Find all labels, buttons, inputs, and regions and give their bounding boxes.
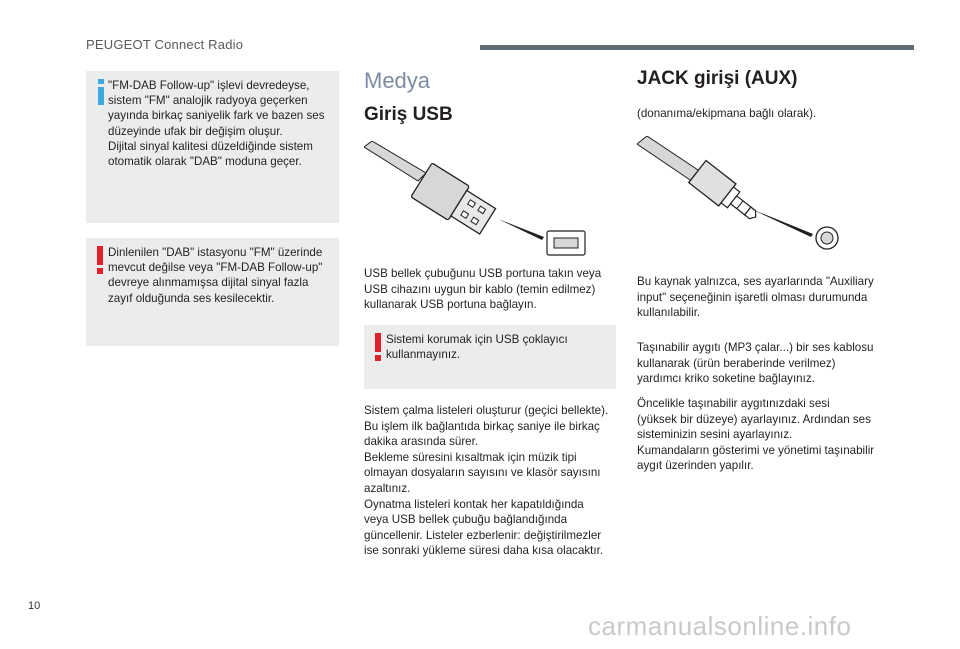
usb-plug-illustration xyxy=(364,141,590,257)
text-line: Öncelikle taşınabilir aygıtınızdaki sesi xyxy=(637,397,830,410)
text-line: Bu kaynak yalnızca, ses ayarlarında "Auxiliary xyxy=(637,275,874,288)
text-line: güncellenir. Listeler ezberlenir: değiştirilmezler xyxy=(364,528,602,542)
text-line: kullanarak USB portuna bağlayın. xyxy=(364,298,537,312)
header-bar xyxy=(480,45,914,50)
page-number: 10 xyxy=(28,600,41,612)
jack-heading: JACK girişi (AUX) xyxy=(637,68,798,89)
text-line: yayında birkaç saniyelik fark ve bazen ses xyxy=(108,109,325,123)
text-line: Dijital sinyal kalitesi düzeldiğinde sistem xyxy=(108,139,313,153)
running-header: PEUGEOT Connect Radio xyxy=(86,37,244,52)
text-line: dakika arasında sürer. xyxy=(364,435,479,449)
text-line: mevcut değilse veya "FM-DAB Follow-up" xyxy=(108,261,323,275)
text-line: Sistem çalma listeleri oluşturur (geçici bellekte). xyxy=(364,404,609,417)
text-line: Oynatma listeleri kontak her kapatıldığında xyxy=(364,497,584,511)
text-line: "FM-DAB Follow-up" işlevi devredeyse, xyxy=(108,79,310,92)
text-line: devreye alınmamışsa dijital sinyal fazla xyxy=(108,276,309,290)
text-line: sisteminizin sesini ayarlayınız. xyxy=(637,428,793,442)
text-line: otomatik olarak "DAB" moduna geçer. xyxy=(108,155,302,169)
usb-warning-text xyxy=(386,332,610,362)
text-line: düzeyinde ufak bir değişim oluşur. xyxy=(108,124,283,138)
text-line: input" seçeneğinin işaretli olması durumunda xyxy=(637,290,868,304)
text-line: kullanarak (ürün beraberinde verilmez) xyxy=(637,356,836,370)
warning-icon xyxy=(373,333,383,361)
text-line: kullanmayınız. xyxy=(386,348,461,362)
text-line: (yüksek bir düzeye) ayarlayınız. Ardından ses xyxy=(637,412,871,426)
jack-note: (donanıma/ekipmana bağlı olarak). xyxy=(637,107,817,120)
text-line: azaltınız. xyxy=(364,481,411,495)
usb-paragraph-1 xyxy=(364,266,616,313)
text-line: olmayan dosyaların sayısını ve klasör sayısını xyxy=(364,466,601,480)
info-box xyxy=(86,71,339,223)
jack-plug-illustration xyxy=(637,136,845,254)
usb-paragraph-2 xyxy=(364,403,620,559)
warning-box xyxy=(86,238,339,346)
text-line: ise sonraki yükleme süresi daha kısa olacaktır. xyxy=(364,544,604,558)
text-line: zayıf olduğunda ses kesilecektir. xyxy=(108,291,275,305)
text-line: Bu işlem ilk bağlantıda birkaç saniye ile birkaç xyxy=(364,419,600,433)
warning-icon xyxy=(95,246,105,274)
watermark: carmanualsonline.info xyxy=(588,611,852,641)
section-title: Medya xyxy=(364,68,431,93)
text-line: aygıt üzerinden yapılır. xyxy=(637,459,754,473)
jack-paragraph-1 xyxy=(637,274,897,321)
text-line: Kumandaların gösterimi ve yönetimi taşınabilir xyxy=(637,443,875,457)
text-line: yardımcı kriko soketine bağlayınız. xyxy=(637,372,815,386)
text-line: USB cihazını uygun bir kablo (temin edilmez) xyxy=(364,282,596,296)
jack-paragraph-3 xyxy=(637,396,897,474)
usb-heading: Giriş USB xyxy=(364,104,453,125)
jack-paragraph-2 xyxy=(637,340,897,387)
text-line: Taşınabilir aygıtı (MP3 çalar...) bir ses kablosu xyxy=(637,341,874,354)
text-line: sistem "FM" analojik radyoya geçerken xyxy=(108,94,308,108)
text-line: USB bellek çubuğunu USB portuna takın veya xyxy=(364,267,602,280)
info-box-text xyxy=(108,78,333,169)
warning-box-text xyxy=(108,245,333,306)
usb-warning-box xyxy=(364,325,616,389)
text-line: kullanılabilir. xyxy=(637,306,701,320)
text-line: veya USB bellek çubuğu bağlandığında xyxy=(364,513,568,527)
info-icon xyxy=(95,79,107,105)
text-line: Dinlenilen "DAB" istasyonu "FM" üzerinde xyxy=(108,246,323,259)
text-line: Sistemi korumak için USB çoklayıcı xyxy=(386,333,568,346)
text-line: Bekleme süresini kısaltmak için müzik tipi xyxy=(364,450,577,464)
